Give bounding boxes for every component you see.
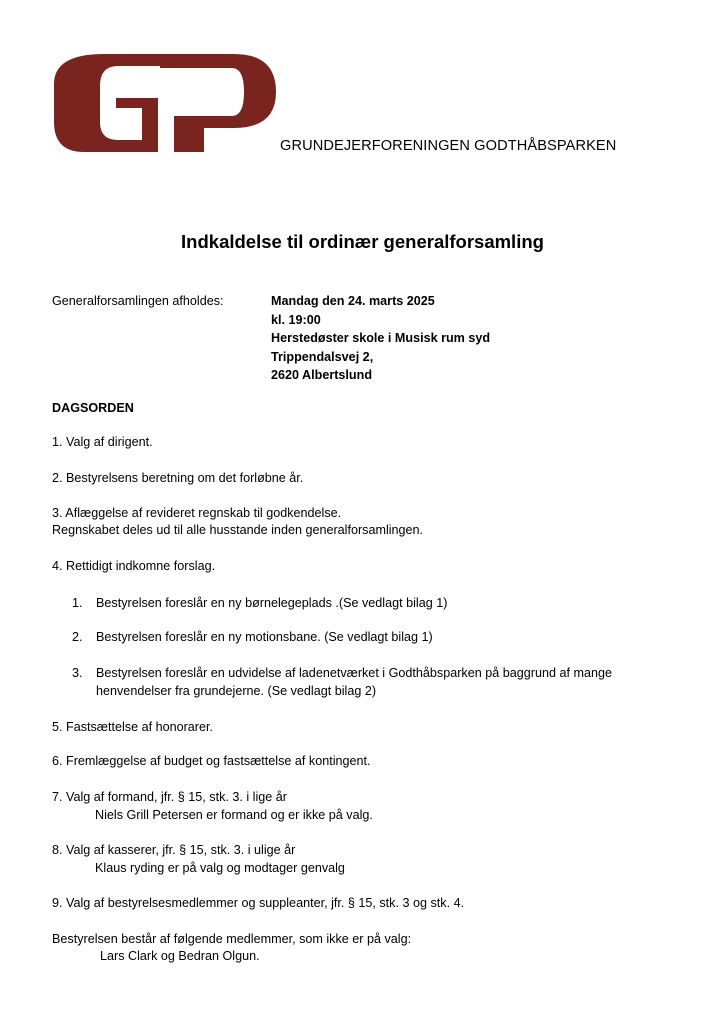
agenda-item-5: 5. Fastsættelse af honorarer. bbox=[52, 720, 214, 734]
proposal-1 bbox=[72, 594, 447, 612]
board-members: Lars Clark og Bedran Olgun. bbox=[100, 949, 260, 963]
agenda-item-7-note: Niels Grill Petersen er formand og er ikke på valg. bbox=[95, 808, 373, 822]
proposal-number: 1. bbox=[72, 596, 83, 610]
agenda-item-8: 8. Valg af kasserer, jfr. § 15, stk. 3. i ulige år bbox=[52, 843, 296, 857]
proposal-text: Bestyrelsen foreslår en ny motionsbane. (Se vedlagt bilag 1) bbox=[96, 630, 433, 644]
meeting-date: Mandag den 24. marts 2025 bbox=[271, 294, 435, 308]
meeting-time: kl. 19:00 bbox=[271, 312, 321, 327]
agenda-item-7: 7. Valg af formand, jfr. § 15, stk. 3. i lige år bbox=[52, 790, 287, 804]
agenda-item-3-note: Regnskabet deles ud til alle husstande inden generalforsamlingen. bbox=[52, 523, 424, 537]
agenda-item-9: 9. Valg af bestyrelsesmedlemmer og suppleanter, jfr. § 15, stk. 3 og stk. 4. bbox=[52, 896, 465, 910]
organization-name: GRUNDEJERFORENINGEN GODTHÅBSPARKEN bbox=[280, 138, 617, 154]
meeting-street: Trippendalsvej 2, bbox=[271, 349, 374, 364]
proposal-2 bbox=[72, 628, 433, 646]
agenda-item-6: 6. Fremlæggelse af budget og fastsættelse af kontingent. bbox=[52, 754, 371, 768]
meeting-label: Generalforsamlingen afholdes: bbox=[52, 294, 224, 308]
agenda-heading: DAGSORDEN bbox=[52, 401, 134, 415]
board-intro: Bestyrelsen består af følgende medlemmer, som ikke er på valg: bbox=[52, 932, 412, 946]
proposal-text: Bestyrelsen foreslår en ny børnelegeplads .(Se vedlagt bilag 1) bbox=[96, 596, 448, 610]
agenda-item-4: 4. Rettidigt indkomne forslag. bbox=[52, 559, 216, 573]
meeting-city: 2620 Albertslund bbox=[271, 368, 373, 382]
proposal-3 bbox=[72, 664, 612, 682]
meeting-place: Herstedøster skole i Musisk rum syd bbox=[271, 331, 491, 345]
proposal-number: 3. bbox=[72, 666, 83, 680]
proposal-3-continued: henvendelser fra grundejerne. (Se vedlagt bilag 2) bbox=[96, 684, 377, 698]
proposal-number: 2. bbox=[72, 630, 83, 644]
agenda-item-3: 3. Aflæggelse af revideret regnskab til godkendelse. bbox=[52, 506, 342, 520]
agenda-item-2: 2. Bestyrelsens beretning om det forløbne år. bbox=[52, 471, 304, 485]
agenda-item-1: 1. Valg af dirigent. bbox=[52, 435, 153, 449]
meeting-details bbox=[271, 292, 490, 385]
gp-logo bbox=[54, 52, 276, 154]
agenda-item-8-note: Klaus ryding er på valg og modtager genvalg bbox=[95, 861, 345, 875]
page-title: Indkaldelse til ordinær generalforsamling bbox=[181, 231, 544, 252]
proposal-text: Bestyrelsen foreslår en udvidelse af ladenetværket i Godthåbsparken på baggrund af mange bbox=[96, 666, 612, 680]
